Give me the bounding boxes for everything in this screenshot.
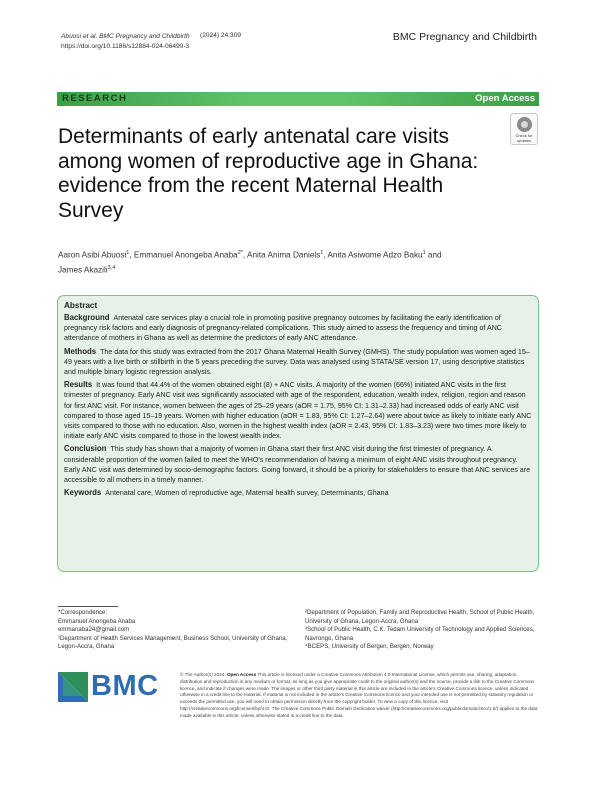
section-text: Antenatal care services play a crucial role in promoting positive pregnancy outcomes by facilitating the early identification of pregnancy risk factors and early diagnosis of pregnancy-related complications. This study aimed to assess the frequency and timing of ANC attendance of mothers in Ghana as well as determine the predictors of early ANC attendance. — [64, 314, 502, 343]
running-header — [61, 32, 190, 52]
license-text — [180, 672, 538, 719]
section-label: Background — [64, 313, 110, 322]
license-lead: © The Author(s) 2024. — [180, 672, 226, 677]
author-affil-sup: 2* — [237, 250, 243, 256]
correspondence-email[interactable]: emmanaba24@gmail.com — [58, 626, 130, 634]
author-and: and — [425, 250, 442, 260]
affiliations-block — [305, 609, 537, 652]
article-title: Determinants of early antenatal care visits among women of reproductive age in Ghana: evidence from the recent Maternal Health Survey — [58, 125, 479, 222]
author[interactable]: Anita Asiwome Adzo Baku — [327, 250, 423, 260]
year-volume: (2024) 24:309 — [200, 32, 242, 39]
doi-link[interactable]: https://doi.org/10.1186/s12884-024-06490-3 — [61, 43, 190, 50]
author-separator: , — [242, 250, 248, 260]
citation: Abuosi et al. BMC Pregnancy and Childbirth — [61, 33, 190, 40]
crossmark-line2: updates — [516, 137, 532, 143]
author[interactable]: James Akazili — [58, 265, 108, 275]
affiliation-2: ²Department of Population, Family and Reproductive Health, School of Public Health, University of Ghana, Legon-Accra, Ghana — [305, 609, 535, 625]
correspondence-block — [58, 609, 293, 652]
section-label: Methods — [64, 346, 97, 356]
abstract-results — [64, 380, 532, 441]
abstract-conclusion — [64, 444, 532, 485]
footnote-rule — [58, 606, 118, 607]
bmc-logo-text: BMC — [91, 670, 159, 702]
open-access-label: Open Access — [475, 93, 535, 104]
author[interactable]: Anita Anima Daniels — [247, 250, 321, 260]
affiliation-1: ¹Department of Health Services Management, Business School, University of Ghana, Legon-Accra, Ghana — [58, 634, 288, 651]
abstract-background — [64, 313, 532, 344]
correspondence-label: *Correspondence: — [58, 609, 108, 616]
author-affil-sup: 1 — [126, 250, 130, 256]
author-separator: , — [323, 250, 328, 260]
author-affil-sup: 1 — [422, 250, 426, 256]
author-separator: , — [129, 250, 134, 260]
author[interactable]: Aaron Asibi Abuosi — [58, 250, 127, 260]
affiliation-4: ⁴BCEPS, University of Bergen, Bergen, Norway — [305, 643, 434, 651]
section-text: It was found that 44.4% of the women obtained eight (8) + ANC visits. A majority of the women (66%) initiated ANC visits in the first trimester of pregnancy. Early ANC visit was significantly associated with age of the respondent, education, wealth index, religion, region and reason for first ANC visit. For instance, women between the ages of 25–29 years (aOR = 1.75, 95% CI: 1.31–2.33) had increased odds of early ANC visit compared to those aged 15–19 years. Women with higher education (aOR = 1.83, 95% CI: 1.27–2.64) were about twice as likely to initiate early ANC visits compared to those with no education. Also, women in the highest wealth index (aOR = 2.43, 95% CI: 1.83–3.23) were two times more likely to initiate early ANC visits compared to those in the lowest wealth index. — [64, 381, 532, 441]
section-text: This study has shown that a majority of women in Ghana start their first ANC visit during the first trimester of pregnancy. A considerable proportion of the women failed to meet the WHO's recommendation of having a minimum of eight ANC visits throughout pregnancy. Early ANC visit was determined by socio-demographic factors. Going forward, it should be a priority for stakeholders to ensure that ANC services are accessible to all mothers in a timely manner. — [64, 445, 531, 485]
author[interactable]: Emmanuel Anongeba Anaba — [133, 250, 238, 260]
abstract-methods — [64, 347, 532, 378]
section-text: The data for this study was extracted from the 2017 Ghana Maternal Health Survey (GMHS). The study population was women aged 15–49 years with a live birth or stillbirth in the 5 years preceding the survey. Data was analysed using STATA/SE version 17, using descriptive statistics and multiple binary logistic regression analysis. — [64, 347, 530, 377]
author-affil-sup: 1 — [320, 250, 324, 256]
crossmark-line1: Check for — [515, 133, 533, 138]
correspondence-name: Emmanuel Anongeba Anaba — [58, 617, 136, 625]
license-body: This article is licensed under a Creative Commons Attribution 4.0 International License, which permits use, sharing, adaptation, distribution and reproduction in any medium or format, as long as you give appropriate credit to the original author(s) and the source, provide a link to the Creative Commons licence, and indicate if changes were made. The images or other third party material in this article are included in the article's Creative Commons licence, unless indicated otherwise in a credit line to the material. If material is not included in the article's Creative Commons licence and your intended use is not permitted by statutory regulation or exceeds the permitted use, you will need to obtain permission directly from the copyright holder. To view a copy of this licence, visit http://creativecommons.org/licenses/by/4.0/. The Creative Commons Public Domain Dedication waiver (http://creativecommons.org/publicdomain/zero/1.0/) applies to the data made available in this article, unless otherwise stated in a credit line to the data. — [180, 672, 538, 718]
abstract-box — [57, 295, 539, 572]
journal-name: BMC Pregnancy and Childbirth — [392, 31, 537, 43]
author-list — [58, 247, 538, 276]
bmc-logo — [58, 672, 168, 702]
section-label: Keywords — [64, 488, 102, 498]
bmc-logo-mark-icon — [58, 672, 88, 702]
article-type-label: RESEARCH — [62, 93, 128, 104]
abstract-heading: Abstract — [64, 301, 98, 310]
license-open-access: Open Access — [226, 672, 257, 677]
check-for-updates-icon[interactable] — [510, 113, 538, 145]
section-text: Antenatal care, Women of reproductive age, Maternal health survey, Determinants, Ghana — [105, 489, 389, 498]
research-banner — [57, 92, 539, 106]
section-label: Results — [64, 380, 93, 390]
author-affil-sup: 3,4 — [107, 264, 116, 271]
abstract-keywords — [64, 488, 532, 498]
affiliation-3: ³School of Public Health, C.K. Tedam University of Technology and Applied Sciences, Navrongo, Ghana — [305, 626, 535, 642]
section-label: Conclusion — [64, 444, 107, 454]
